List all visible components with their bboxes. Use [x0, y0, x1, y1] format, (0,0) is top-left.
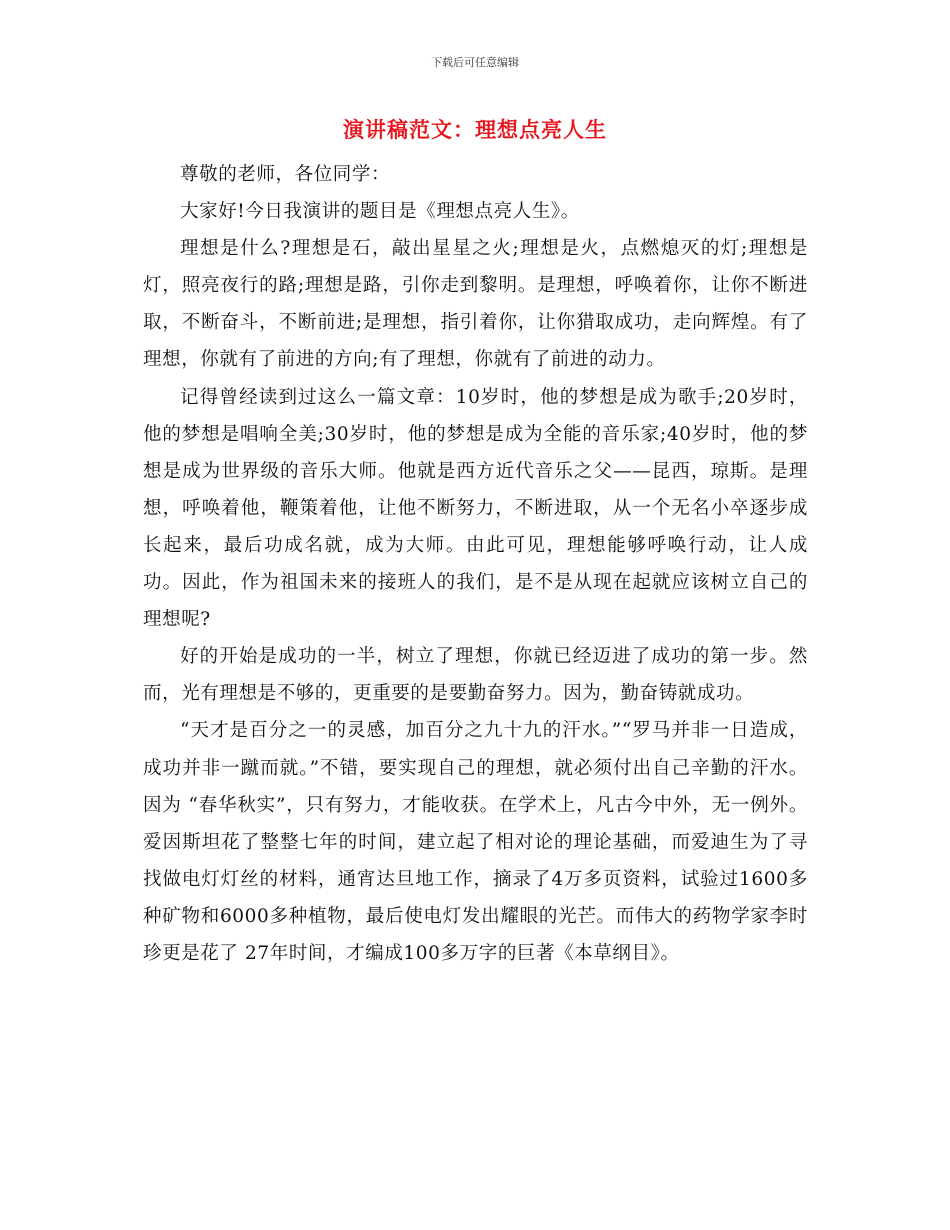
document-body — [143, 156, 808, 972]
paragraph-good-start: 好的开始是成功的一半，树立了理想，你就已经迈进了成功的第一步。然而，光有理想是不够的，更重要的是要勤奋努力。因为，勤奋铸就成功。 — [143, 646, 808, 705]
paragraph-genius-quote: “天才是百分之一的灵感，加百分之九十九的汗水。”“罗马并非一日造成，成功并非一蹴而就。”不错，要实现自己的理想，就必须付出自己辛勤的汗水。因为 “春华秋实”，只有努力，才能收获。在学术上，凡古今中外，无一例外。爱因斯坦花了整整七年的时间，建立起了相对论的理论基础，而爱迪生为了寻找做电灯灯丝的材料，通宵达旦地工作，摘录了4万多页资料，试验过1600多种矿物和6000多种植物，最后使电灯发出耀眼的光芒。而伟大的药物学家李时珍更是花了 27年时间，才编成100多万字的巨著《本草纲目》。 — [143, 720, 808, 964]
paragraph-greeting: 大家好!今日我演讲的题目是《理想点亮人生》。 — [180, 201, 580, 223]
paragraph-quincy-jones: 记得曾经读到过这么一篇文章：10岁时，他的梦想是成为歌手;20岁时，他的梦想是唱响全美;30岁时，他的梦想是成为全能的音乐家;40岁时，他的梦想是成为世界级的音乐大师。他就是西方近代音乐之父——昆西，琼斯。是理想，呼唤着他，鞭策着他，让他不断努力，不断进取，从一个无名小卒逐步成长起来，最后功成名就，成为大师。由此可见，理想能够呼唤行动，让人成功。因此，作为祖国未来的接班人的我们，是不是从现在起就应该树立自己的理想呢? — [143, 386, 808, 631]
page-header-note: 下载后可任意编辑 — [431, 56, 519, 69]
paragraph-salutation: 尊敬的老师，各位同学： — [180, 164, 391, 185]
paragraph-what-is-ideal: 理想是什么?理想是石，敲出星星之火;理想是火，点燃熄灭的灯;理想是灯，照亮夜行的路;理想是路，引你走到黎明。是理想，呼唤着你，让你不断进取，不断奋斗，不断前进;是理想，指引着你，让你猎取成功，走向辉煌。有了理想，你就有了前进的方向;有了理想，你就有了前进的动力。 — [143, 238, 808, 371]
document-title: 演讲稿范文：理想点亮人生 — [343, 117, 607, 142]
